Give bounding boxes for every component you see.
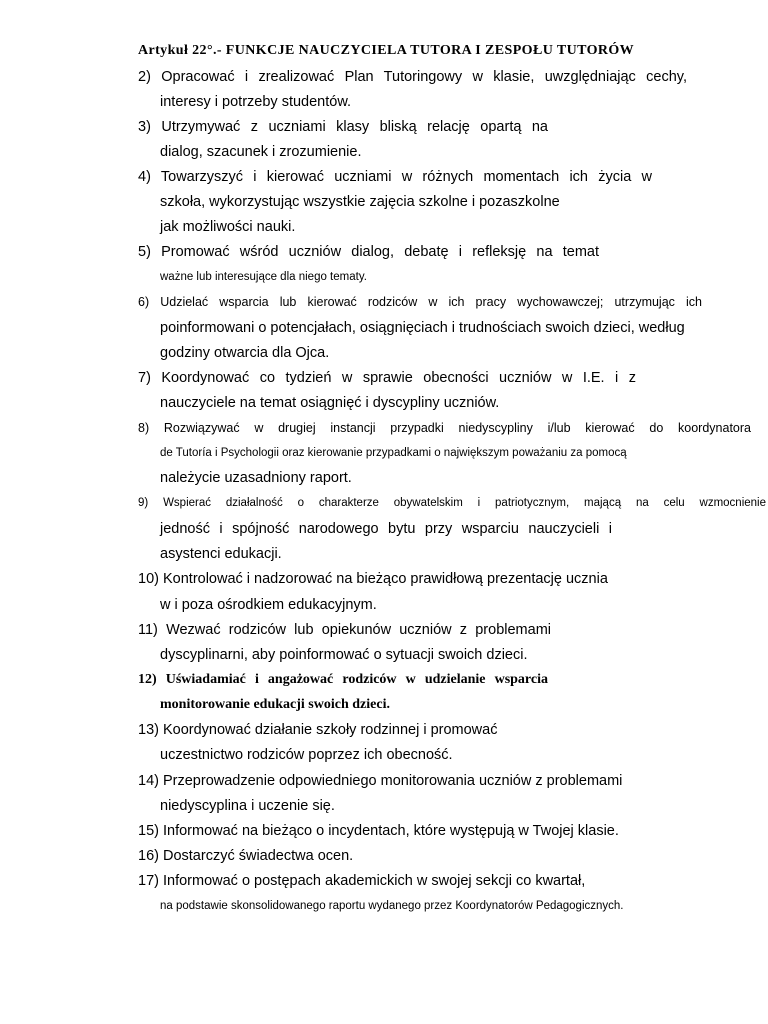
item-7-line-2: nauczyciele na temat osiągnięć i dyscypliny uczniów. (160, 395, 500, 411)
item-14-line-1: 14) Przeprowadzenie odpowiedniego monitorowania uczniów z problemami (138, 773, 623, 789)
item-13-line-2: uczestnictwo rodziców poprzez ich obecność. (160, 747, 453, 763)
item-5-line-2: ważne lub interesujące dla niego tematy. (160, 271, 367, 283)
article-title: Artykuł 22°.- FUNKCJE NAUCZYCIELA TUTORA I ZESPOŁU TUTORÓW (138, 43, 635, 58)
item-14-line-2: niedyscyplina i uczenie się. (160, 798, 335, 814)
item-6-line-1: 6) Udzielać wsparcia lub kierować rodziców w ich pracy wychowawczej; utrzymując ich (138, 295, 702, 309)
item-7-line-1: 7) Koordynować co tydzień w sprawie obecności uczniów w I.E. i z (138, 370, 636, 386)
item-2-line-1: 2) Opracować i zrealizować Plan Tutoringowy w klasie, uwzględniając cechy, (138, 69, 687, 85)
item-12-line-2: monitorowanie edukacji swoich dzieci. (160, 697, 390, 712)
item-15-line-1: 15) Informować na bieżąco o incydentach, które występują w Twojej klasie. (138, 823, 619, 839)
item-3-line-1: 3) Utrzymywać z uczniami klasy bliską relację opartą na (138, 119, 548, 135)
item-10-line-2: w i poza ośrodkiem edukacyjnym. (160, 597, 377, 613)
item-11-line-2: dyscyplinarni, aby poinformować o sytuacji swoich dzieci. (160, 647, 528, 663)
item-9-line-3: asystenci edukacji. (160, 546, 282, 562)
item-6-line-3: godziny otwarcia dla Ojca. (160, 345, 330, 361)
item-5-line-1: 5) Promować wśród uczniów dialog, debatę i refleksję na temat (138, 244, 599, 260)
item-9-line-2: jedność i spójność narodowego bytu przy wsparciu nauczycieli i (160, 521, 612, 537)
item-11-line-1: 11) Wezwać rodziców lub opiekunów uczniów z problemami (138, 622, 551, 638)
item-8-line-3: należycie uzasadniony raport. (160, 470, 352, 486)
item-2-line-2: interesy i potrzeby studentów. (160, 94, 352, 110)
item-13-line-1: 13) Koordynować działanie szkoły rodzinnej i promować (138, 722, 498, 738)
item-3-line-2: dialog, szacunek i zrozumienie. (160, 144, 362, 160)
item-16-line-1: 16) Dostarczyć świadectwa ocen. (138, 848, 354, 864)
item-8-line-2: de Tutoría i Psychologii oraz kierowanie przypadkami o największym poważaniu za pomocą (160, 447, 627, 459)
item-12-line-1: 12) Uświadamiać i angażować rodziców w udzielanie wsparcia (138, 672, 548, 687)
item-17-line-1: 17) Informować o postępach akademickich w swojej sekcji co kwartał, (138, 873, 586, 889)
item-4-line-3: jak możliwości nauki. (160, 219, 296, 235)
item-10-line-1: 10) Kontrolować i nadzorować na bieżąco prawidłową prezentację ucznia (138, 571, 608, 587)
item-9-line-1: 9) Wspierać działalność o charakterze obywatelskim i patriotycznym, mającą na celu wzmocnienie (138, 497, 766, 509)
item-6-line-2: poinformowani o potencjałach, osiągnięciach i trudnościach swoich dzieci, według (160, 320, 685, 336)
item-4-line-1: 4) Towarzyszyć i kierować uczniami w różnych momentach ich życia w (138, 169, 652, 185)
item-8-line-1: 8) Rozwiązywać w drugiej instancji przypadki niedyscypliny i/lub kierować do koordynatora (138, 421, 751, 435)
item-4-line-2: szkoła, wykorzystując wszystkie zajęcia szkolne i pozaszkolne (160, 194, 560, 210)
item-17-line-2: na podstawie skonsolidowanego raportu wydanego przez Koordynatorów Pedagogicznych. (160, 900, 624, 912)
